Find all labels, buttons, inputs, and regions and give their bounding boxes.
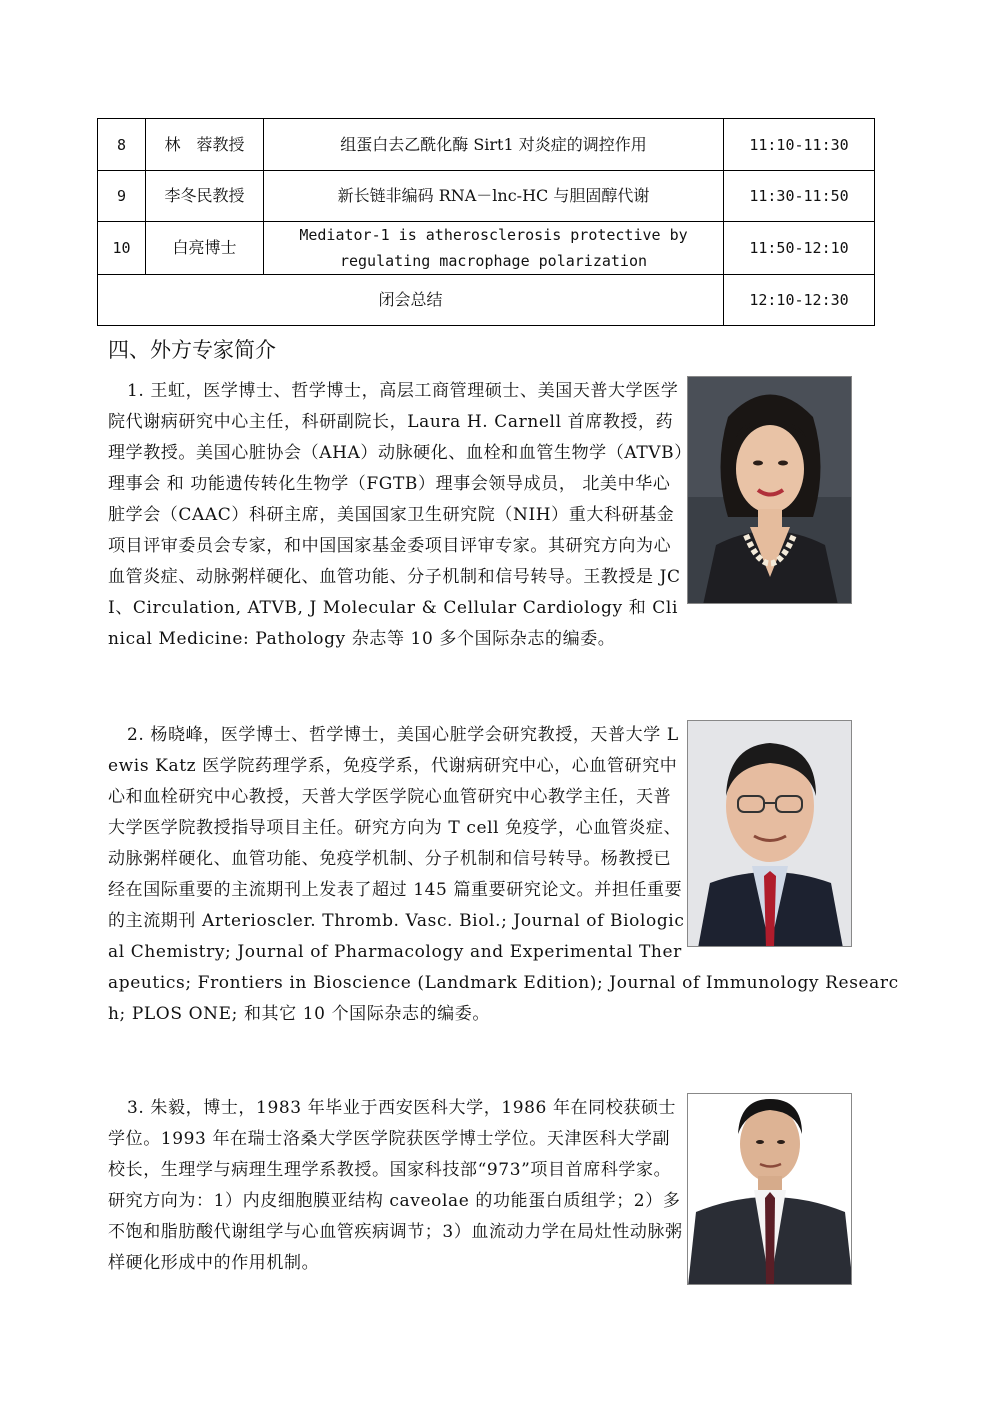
expert-bio-3 xyxy=(108,1093,900,1285)
expert-bio-1 xyxy=(108,376,900,655)
table-row-closing xyxy=(98,275,875,326)
session-number: 10 xyxy=(98,222,146,275)
time-slot: 11:30-11:50 xyxy=(724,171,875,222)
expert-photo-2 xyxy=(687,720,852,947)
talk-topic: 新长链非编码 RNA－lnc-HC 与胆固醇代谢 xyxy=(264,171,724,222)
time-slot: 12:10-12:30 xyxy=(724,275,875,326)
speaker-name: 林 蓉教授 xyxy=(146,119,264,171)
talk-topic: 组蛋白去乙酰化酶 Sirt1 对炎症的调控作用 xyxy=(264,119,724,171)
time-slot: 11:50-12:10 xyxy=(724,222,875,275)
expert-photo-3 xyxy=(687,1093,852,1285)
table-row xyxy=(98,171,875,222)
schedule-table xyxy=(97,118,875,326)
session-number: 9 xyxy=(98,171,146,222)
talk-topic: Mediator-1 is atherosclerosis protective by regulating macrophage polarization xyxy=(264,222,724,275)
table-row xyxy=(98,119,875,171)
speaker-name: 白亮博士 xyxy=(146,222,264,275)
expert-description: 2. 杨晓峰，医学博士、哲学博士，美国心脏学会研究教授，天普大学 Lewis Katz 医学院药理学系，免疫学系，代谢病研究中心，心血管研究中心和血栓研究中心教授，天普大学医学院心血管研究中心教学主任，天普大学医学院教授指导项目主任。研究方向为 T cell 免疫学，心血管炎症、动脉粥样硬化、血管功能、免疫学机制、分子机制和信号转导。杨教授已经在国际重要的主流期刊上发表了超过 145 篇重要研究论文。并担任重要的主流期刊 Arterioscler. Thromb. Vasc. Biol.; Journal of Biological Chemistry; Journal of Pharmacology and Experimental Therapeutics; Frontiers in Bioscience (Landmark Edition); Journal of Immunology Research; PLOS ONE; 和其它 10 个国际杂志的编委。 xyxy=(108,725,899,1024)
closing-label: 闭会总结 xyxy=(98,275,724,326)
expert-photo-1 xyxy=(687,376,852,604)
expert-description: 3. 朱毅，博士，1983 年毕业于西安医科大学，1986 年在同校获硕士学位。1993 年在瑞士洛桑大学医学院获医学博士学位。天津医科大学副校长，生理学与病理生理学系教授。国家科技部“973”项目首席科学家。研究方向为：1）内皮细胞膜亚结构 caveolae 的功能蛋白质组学；2）多不饱和脂肪酸代谢组学与心血管疾病调节；3）血流动力学在局灶性动脉粥样硬化形成中的作用机制。 xyxy=(108,1098,683,1273)
table-row xyxy=(98,222,875,275)
section-heading: 四、外方专家简介 xyxy=(108,338,276,362)
time-slot: 11:10-11:30 xyxy=(724,119,875,171)
expert-description: 1. 王虹，医学博士、哲学博士，高层工商管理硕士、美国天普大学医学院代谢病研究中心主任，科研副院长，Laura H. Carnell 首席教授，药理学教授。美国心脏协会（AHA）动脉硬化、血栓和血管生物学（ATVB）理事会 和 功能遗传转化生物学（FGTB）理事会领导成员， 北美中华心脏学会（CAAC）科研主席，美国国家卫生研究院（NIH）重大科研基金项目评审委员会专家，和中国国家基金委项目评审专家。其研究方向为心血管炎症、动脉粥样硬化、血管功能、分子机制和信号转导。王教授是 JCI、Circulation, ATVB, J Molecular & Cellular Cardiology 和 Clinical Medicine: Pathology 杂志等 10 多个国际杂志的编委。 xyxy=(108,381,684,649)
session-number: 8 xyxy=(98,119,146,171)
speaker-name: 李冬民教授 xyxy=(146,171,264,222)
expert-bio-2 xyxy=(108,720,900,1030)
